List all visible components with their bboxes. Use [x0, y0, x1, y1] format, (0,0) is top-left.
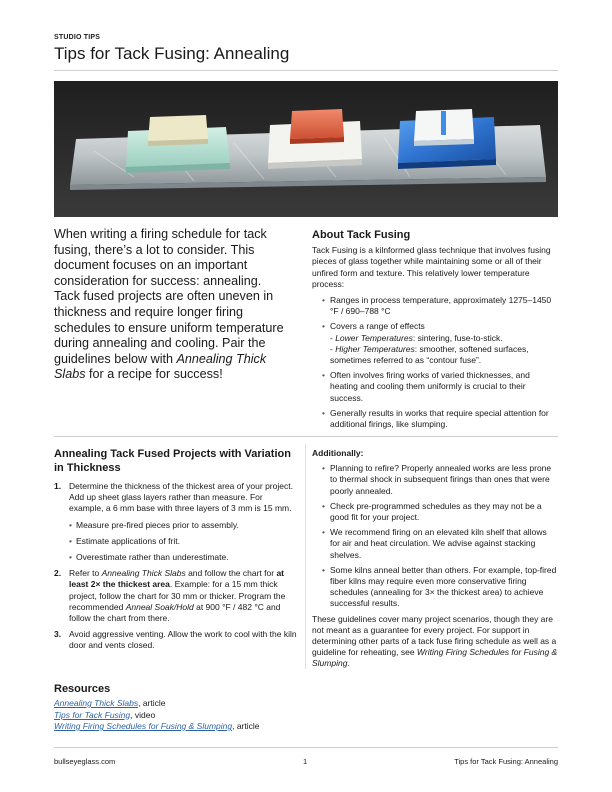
section-kicker: STUDIO TIPS — [54, 34, 101, 41]
list-item — [54, 481, 299, 563]
list-item: • Measure pre-fired pieces prior to assembly. — [69, 520, 299, 531]
list-item: • Overestimate rather than underestimate. — [69, 552, 299, 563]
resource-type: , video — [130, 709, 156, 720]
header-divider — [54, 70, 558, 71]
intro-text-part: Tack fused projects are often uneven in thickness and require longer firing schedules to ensure uniform temperature during annealing and cooling. Pair the guidelines below with — [54, 289, 284, 366]
step-number: 2. — [54, 568, 62, 579]
resource-link-annealing-thick-slabs[interactable]: Annealing Thick Slabs — [54, 698, 139, 708]
footer-site: bullseyeglass.com — [54, 757, 116, 766]
step-text: Refer to — [69, 568, 102, 579]
footer-doc-title: Tips for Tack Fusing: Annealing — [454, 757, 558, 766]
resource-link-writing-firing-schedules[interactable]: Writing Firing Schedules for Fusing & Slumping — [54, 721, 233, 731]
lower-temps-text: : sintering, fuse-to-stick. — [412, 332, 503, 343]
list-item: • Generally results in works that require special attention for additional firings, like slumping. — [322, 408, 558, 430]
closing-paragraph — [312, 614, 558, 670]
resource-type: , article — [138, 698, 166, 708]
about-bullet-list — [312, 295, 558, 430]
about-tack-fusing-section — [312, 230, 558, 434]
step-italic-reference: Annealing Thick Slabs — [101, 568, 186, 579]
intro-italic-reference: Annealing Thick Slabs — [54, 351, 267, 382]
fused-glass-panel-photo — [54, 81, 558, 217]
list-item: • Often involves firing works of varied thicknesses, and heating and cooling them uniformly is crucial to their success. — [322, 370, 558, 404]
intro-paragraph-1: When writing a firing schedule for tack fusing, there’s a lot to consider. This document focuses on an important consideration for success: annealing. — [54, 227, 267, 288]
intro-text-part: for a recipe for success! — [85, 367, 223, 382]
intro-paragraph-2 — [54, 289, 299, 383]
resources-heading: Resources — [54, 683, 111, 695]
list-item: • Estimate applications of frit. — [69, 536, 299, 547]
annealing-heading: Annealing Tack Fused Projects with Variation in Thickness — [54, 448, 291, 474]
about-heading: About Tack Fusing — [312, 229, 411, 241]
additionally-section — [312, 448, 558, 670]
list-item: • Check pre-programmed schedules as they may not be a good fit for your project. — [322, 501, 558, 523]
resource-item — [54, 710, 558, 722]
lower-temps-label: Lower Temperatures — [335, 332, 413, 343]
closing-italic-reference: Writing Firing Schedules for Fusing & Slumping — [312, 647, 558, 669]
additionally-label: Additionally: — [312, 448, 364, 458]
step-bold-text: at least 2× the thickest area — [69, 568, 284, 590]
annealing-step-list — [54, 481, 299, 652]
list-item — [54, 568, 299, 624]
step-text: at 900 °F / 482 °C and follow the chart from there. — [69, 601, 281, 624]
page-number: 1 — [303, 757, 308, 766]
resource-item — [54, 721, 558, 733]
step-text: . Example: for a 15 mm thick project, follow the chart for 30 mm or thicker. Program the recommended — [69, 579, 286, 612]
step-italic-term: Anneal Soak/Hold — [125, 601, 194, 612]
list-item: • We recommend firing on an elevated kiln shelf that allows for air and heat circulation. We advise against stacking shelves. — [322, 527, 558, 561]
step-number: 3. — [54, 629, 62, 640]
annealing-steps-section — [54, 448, 299, 657]
step-number: 1. — [54, 481, 62, 491]
footer-divider — [54, 747, 558, 748]
step-sub-list — [69, 520, 299, 564]
mid-divider — [54, 436, 558, 437]
resource-item — [54, 698, 558, 710]
about-paragraph: Tack Fusing is a kilnformed glass technique that involves fusing pieces of glass together while maintaining some or all of their unfired form and texture. This relatively lower temperature process: — [312, 245, 551, 289]
closing-text: These guidelines cover many project scenarios, though they are not meant as a guarantee for every project. For support in determining other parts of a tack fuse firing schedule as well as a guideline for reheating, see — [312, 613, 557, 658]
resource-type: , article — [232, 721, 260, 731]
column-divider — [305, 444, 306, 669]
list-item: • Ranges in process temperature, approximately 1275–1450 °F / 690–788 °C — [322, 295, 558, 317]
step-text: Determine the thickness of the thickest area of your project. Add up sheet glass layers rather than measure. For example, a 6 mm base with three layers of 3 mm is 15 mm. — [69, 481, 293, 514]
step-text: and follow the chart for — [185, 568, 277, 579]
step-text: Avoid aggressive venting. Allow the work to cool with the kiln door and vents closed. — [69, 629, 297, 651]
list-item — [54, 629, 299, 651]
closing-text: . — [347, 658, 350, 669]
fused-glass-illustration — [54, 81, 558, 217]
list-item: • Planning to refire? Properly annealed works are less prone to thermal shock in subsequent firings than ones that were poorly annealed. — [322, 463, 558, 497]
resource-link-tips-for-tack-fusing[interactable]: Tips for Tack Fusing — [54, 709, 131, 720]
resources-section — [54, 683, 558, 733]
higher-temps-text: : smoother, softened surfaces, sometimes referred to as “contour fuse”. — [330, 343, 529, 366]
page-title: Tips for Tack Fusing: Annealing — [54, 44, 290, 63]
higher-temps-label: Higher Temperatures — [335, 343, 415, 354]
intro-text — [54, 227, 299, 383]
effects-lead: Covers a range of effects — [330, 321, 425, 332]
list-item: • Some kilns anneal better than others. For example, top-fired fiber kilns may require even more conservative firing schedules (annealing for 3× the thickest area) to achieve successful results. — [322, 565, 558, 610]
list-item: • Covers a range of effects - Lower Temperatures: sintering, fuse-to-stick. - Higher Temperatures: smoother, softened surfaces, sometimes referred to as “contour fuse”. — [322, 321, 558, 366]
additionally-bullet-list — [312, 463, 558, 609]
